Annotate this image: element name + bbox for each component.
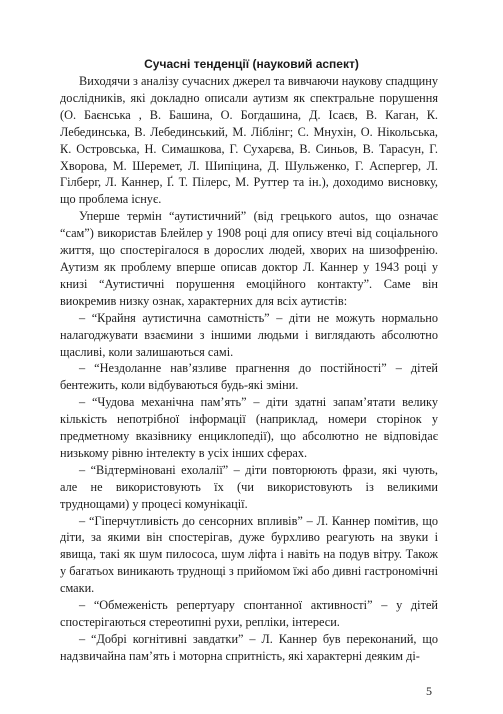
section-title: Сучасні тенденції (науковий аспект) (144, 57, 359, 71)
paragraph: – “Добрі когнітивні завдатки” – Л. Каннер був переконаний, що надзвичайна пам’ять і моторна спритність, які характерні деяким ді- (60, 631, 438, 663)
paragraph: – “Відтерміновані ехолалії” – діти повторюють фрази, які чують, але не використовують їх (чи використовують із великими труднощами) у процесі комунікації. (60, 462, 438, 511)
page-number: 5 (426, 684, 432, 698)
paragraph: Уперше термін “аутистичний” (від грецького autos, що означає “сам”) використав Блейлер у 1908 році для опису втечі від соціального життя, що спостерігалося в дорослих людей, хворих на шизофренію. Аутизм як проблему вперше описав доктор Л. Каннер у 1943 році у книзі “Аутистичні порушення емоційного контакту”. Саме він виокремив низку ознак, характерних для всіх аутистів: (60, 209, 438, 308)
body-text (60, 73, 438, 665)
paragraph: – “Гіперчутливість до сенсорних впливів” – Л. Каннер помітив, що діти, за якими він спостерігав, дуже бурхливо реагують на звуки і явища, такі як шум пилососа, шум ліфта і навіть на подув вітру. Також у багатьох виникають труднощі з прийомом їжі або дивні гастрономічні смаки. (60, 513, 438, 596)
paragraph: – “Чудова механічна пам’ять” – діти здатні запам’ятати велику кількість непотрібної інформації (наприклад, номери сторінок у предметному вказівнику енциклопедії), що абсолютно не відповідає низькому рівню інтелекту в усіх інших сферах. (60, 395, 438, 460)
paragraph: Виходячи з аналізу сучасних джерел та вивчаючи наукову спадщину дослідників, які докладно описали аутизм як спектральне порушення (О. Баєнська , В. Башина, О. Богдашина, Д. Ісаєв, В. Каган, К. Лебединська, В. Лебединський, М. Ліблінг; С. Мнухін, О. Нікольська, К. Островська, Н. Симашкова, Г. Сухарєва, В. Синьов, В. Тарасун, Г. Хворова, М. Шеремет, Л. Шипіцина, Д. Шульженко, Г. Аспергер, Л. Гілберг, Л. Каннер, Ґ. Т. Пілерс, М. Руттер та ін.), доходимо висновку, що проблема існує. (60, 74, 438, 207)
paragraph: – “Обмеженість репертуару спонтанної активності” – у дітей спостерігаються стереотипні рухи, репліки, інтереси. (60, 598, 438, 629)
paragraph: – “Крайня аутистична самотність” – діти не можуть нормально налагоджувати взаємини з іншими людьми і виглядають абсолютно щасливі, коли залишаються самі. (60, 310, 438, 359)
paragraph: – “Нездоланне нав’язливе прагнення до постійності” – дітей бентежить, коли відбуваються будь-які зміни. (60, 361, 438, 393)
